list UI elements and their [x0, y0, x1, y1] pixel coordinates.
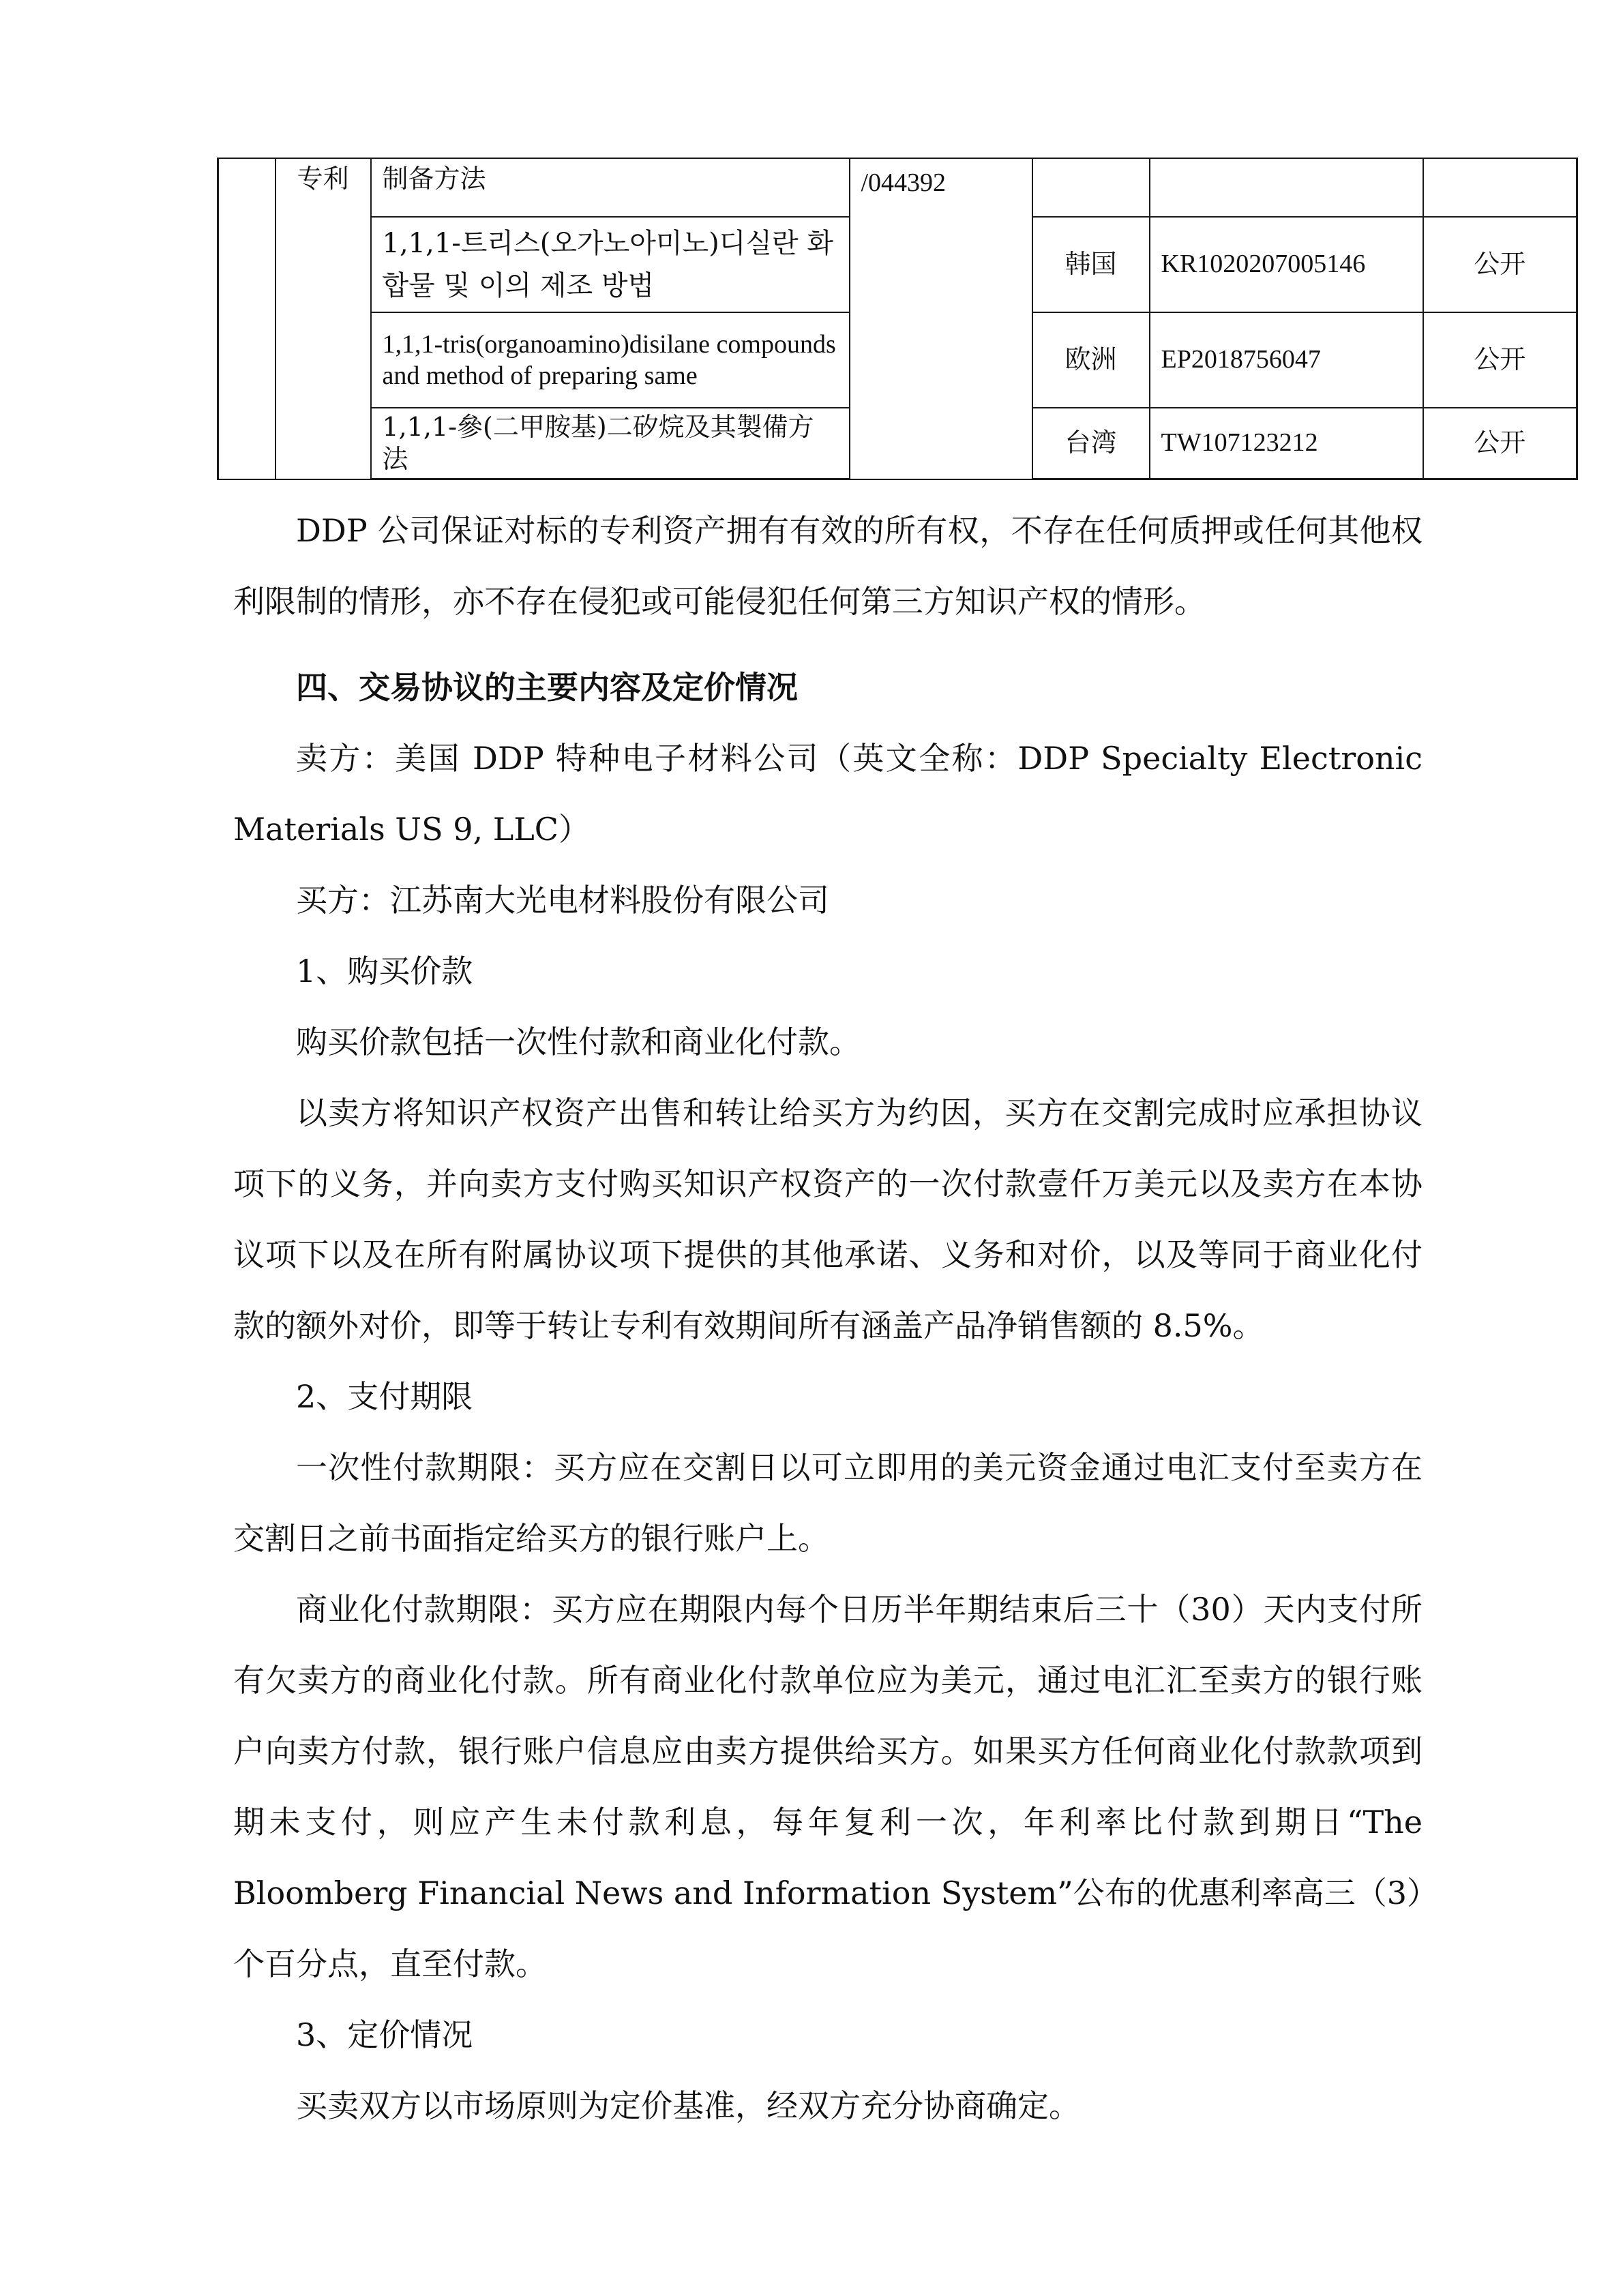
patent-status	[1423, 158, 1577, 217]
seller-paragraph: 卖方：美国 DDP 特种电子材料公司（英文全称：DDP Specialty Electronic Materials US 9, LLC）	[233, 740, 1423, 848]
table-cell-blank	[218, 158, 276, 479]
patent-status: 公开	[1423, 408, 1577, 479]
paragraph: 买卖双方以市场原则为定价基准，经双方充分协商确定。	[296, 2087, 1080, 2124]
patent-number	[1150, 158, 1423, 217]
patent-number: KR1020207005146	[1150, 217, 1423, 312]
patent-title: 制备方法	[371, 158, 850, 217]
paragraph: 购买价款包括一次性付款和商业化付款。	[296, 1024, 861, 1060]
body-text	[233, 495, 1423, 2141]
patent-title: 1,1,1-參(二甲胺基)二矽烷及其製備方法	[371, 408, 850, 479]
guarantee-paragraph: DDP 公司保证对标的专利资产拥有有效的所有权，不存在任何质押或任何其他权利限制的情形，亦不存在侵犯或可能侵犯任何第三方知识产权的情形。	[233, 512, 1423, 620]
patent-number: EP2018756047	[1150, 312, 1423, 408]
application-number: /044392	[850, 158, 1032, 479]
patent-region: 韩国	[1032, 217, 1150, 312]
table-row	[218, 158, 1577, 217]
paragraph: 一次性付款期限：买方应在交割日以可立即用的美元资金通过电汇支付至卖方在交割日之前书面指定给买方的银行账户上。	[233, 1449, 1423, 1557]
section-heading: 四、交易协议的主要内容及定价情况	[296, 669, 798, 706]
patent-status: 公开	[1423, 217, 1577, 312]
patent-region: 欧洲	[1032, 312, 1150, 408]
patent-region: 台湾	[1032, 408, 1150, 479]
paragraph: 商业化付款期限：买方应在期限内每个日历半年期结束后三十（30）天内支付所有欠卖方的商业化付款。所有商业化付款单位应为美元，通过电汇汇至卖方的银行账户向卖方付款，银行账户信息应由卖方提供给买方。如果买方任何商业化付款款项到期未支付，则应产生未付款利息，每年复利一次，年利率比付款到期日“The Bloomberg Financial News and Information System”公布的优惠利率高三（3）个百分点，直至付款。	[233, 1591, 1423, 1982]
item-title-pricing: 3、定价情况	[296, 2016, 473, 2053]
patent-table	[217, 158, 1578, 480]
patent-region	[1032, 158, 1150, 217]
item-title-purchase-price: 1、购买价款	[296, 953, 473, 989]
item-title-payment-term: 2、支付期限	[296, 1378, 473, 1415]
patent-status: 公开	[1423, 312, 1577, 408]
patent-category: 专利	[276, 158, 371, 479]
patent-title: 1,1,1-tris(organoamino)disilane compounds and method of preparing same	[371, 312, 850, 408]
patent-number: TW107123212	[1150, 408, 1423, 479]
buyer-paragraph: 买方：江苏南大光电材料股份有限公司	[296, 882, 829, 919]
patent-title: 1,1,1-트리스(오가노아미노)디실란 화합물 및 이의 제조 방법	[371, 217, 850, 312]
paragraph: 以卖方将知识产权资产出售和转让给买方为约因，买方在交割完成时应承担协议项下的义务，并向卖方支付购买知识产权资产的一次付款壹仟万美元以及卖方在本协议项下以及在所有附属协议项下提供的其他承诺、义务和对价，以及等同于商业化付款的额外对价，即等于转让专利有效期间所有涵盖产品净销售额的 8.5%。	[233, 1094, 1423, 1344]
